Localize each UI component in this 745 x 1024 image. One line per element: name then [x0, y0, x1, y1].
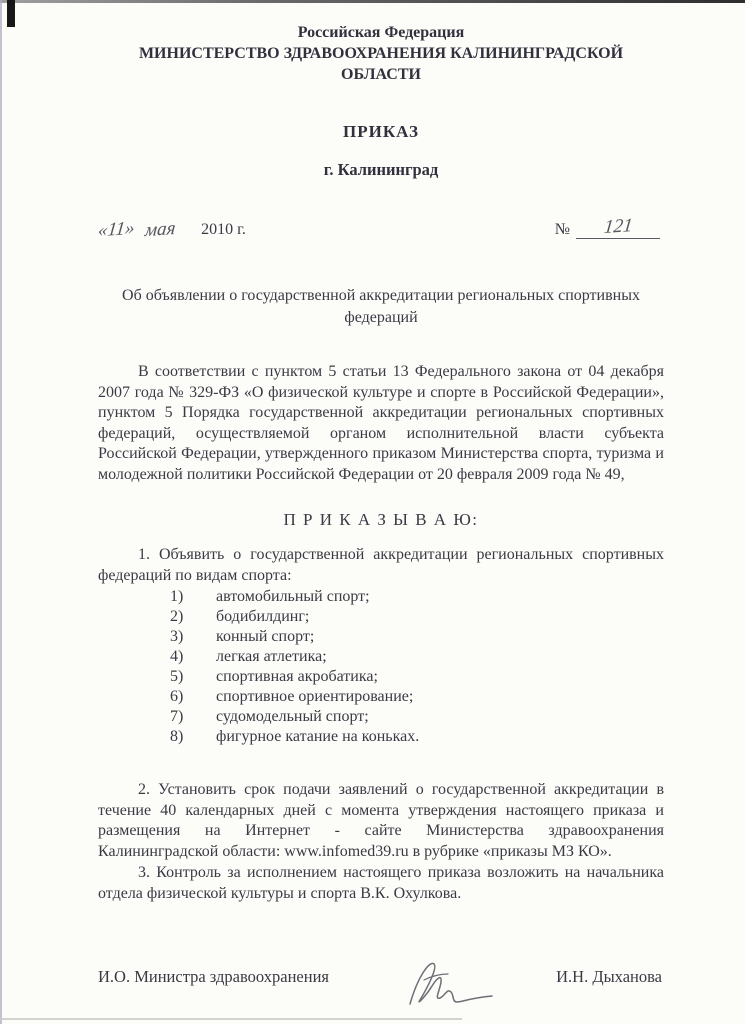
list-item-label: легкая атлетика; [216, 648, 327, 665]
list-item [170, 627, 664, 647]
date-number-row [96, 214, 664, 242]
list-item-number: 3) [170, 628, 184, 645]
list-item-label: спортивное ориентирование; [216, 688, 414, 705]
list-item-number: 2) [170, 608, 184, 625]
scan-bottom-edge-line [0, 1018, 462, 1020]
list-item-number: 8) [170, 728, 184, 745]
number-sign: № [554, 221, 570, 238]
signature-scribble [404, 956, 496, 1012]
number-underline [576, 214, 660, 239]
order-subject: Об объявлении о государственной аккредитации региональных спортивных федераций [122, 287, 640, 326]
document-type-title: ПРИКАЗ [343, 122, 419, 141]
handwritten-day: «11» [96, 217, 136, 242]
prikazyvayu-heading: П Р И К А З Ы В А Ю: [283, 510, 479, 529]
signer-name: И.Н. Дыханова [556, 967, 662, 986]
order-number-field [554, 214, 664, 239]
list-item-number: 7) [170, 708, 184, 725]
list-item [170, 607, 664, 627]
sports-list [170, 587, 664, 747]
list-item-label: конный спорт; [216, 628, 315, 645]
list-item-number: 1) [170, 588, 184, 605]
list-item-label: фигурное катание на коньках. [216, 728, 420, 745]
item-3-paragraph: 3. Контроль за исполнением настоящего приказа возложить на начальника отдела физической культуры и спорта В.К. Охулкова. [98, 864, 664, 902]
document-content [98, 22, 664, 998]
list-item-label: спортивная акробатика; [216, 668, 378, 685]
preamble-paragraph: В соответствии с пунктом 5 статьи 13 Федерального закона от 04 декабря 2007 года № 329-ФЗ «О физической культуре и спорте в Российской Федерации», пунктом 5 Порядка государственной аккредитации региональных спортивных федераций, осуществляемой органом исполнительной власти субъекта Российской Федерации, утвержденного приказом Министерства спорта, туризма и молодежной политики Российской Федерации от 20 февраля 2009 года № 49, [98, 363, 664, 483]
list-item [170, 587, 664, 607]
signer-position: И.О. Министра здравоохранения [98, 967, 329, 986]
list-item-label: автомобильный спорт; [216, 588, 370, 605]
item-1-paragraph: 1. Объявить о государственной аккредитации региональных спортивных федераций по видам спорта: [98, 546, 664, 584]
printed-year: 2010 г. [201, 221, 246, 238]
item-2-paragraph: 2. Установить срок подачи заявлений о государственной аккредитации в течение 40 календарных дней с момента утверждения настоящего приказа и размещения на Интернет - сайте Министерства здравоохранения Калининградской области: www.infomed39.ru в рубрике «приказы МЗ КО». [98, 781, 664, 860]
list-item [170, 667, 664, 687]
list-item [170, 647, 664, 667]
list-item [170, 727, 664, 747]
handwritten-number: 121 [602, 214, 634, 239]
list-item [170, 687, 664, 707]
scan-corner-mark [7, 0, 15, 27]
list-item-number: 6) [170, 688, 184, 705]
list-item-label: судомодельный спорт; [216, 708, 369, 725]
list-item [170, 707, 664, 727]
city-line: г. Калининград [323, 160, 439, 179]
list-item-number: 4) [170, 648, 184, 665]
ministry-title: МИНИСТЕРСТВО ЗДРАВООХРАНЕНИЯ КАЛИНИНГРАДСКОЙ ОБЛАСТИ [138, 45, 624, 83]
date-field [96, 217, 246, 242]
country-title: Российская Федерация [297, 24, 465, 41]
list-item-number: 5) [170, 668, 184, 685]
signature-block [98, 956, 664, 998]
list-item-label: бодибилдинг; [216, 608, 310, 625]
scan-left-edge-line [0, 0, 2, 1024]
scan-top-edge-line [0, 0, 745, 3]
handwritten-month: мая [143, 217, 177, 242]
